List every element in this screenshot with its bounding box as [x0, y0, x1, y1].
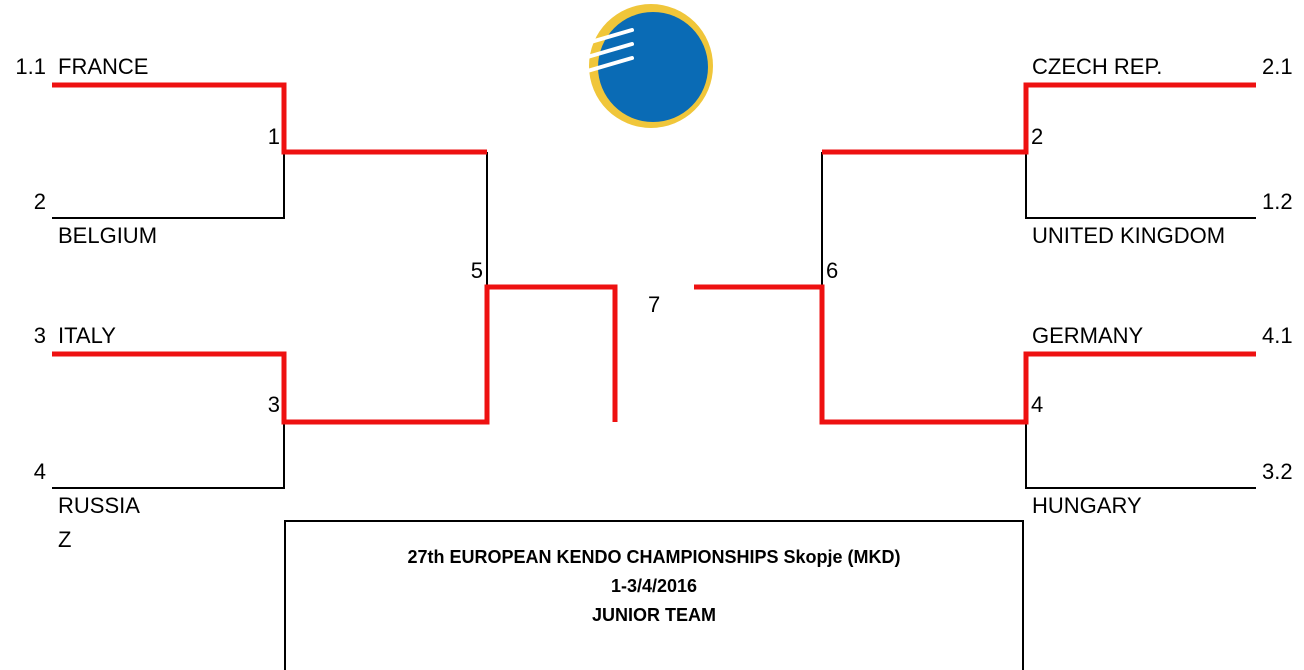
team-uk: UNITED KINGDOM — [1032, 223, 1226, 248]
event-title: 27th EUROPEAN KENDO CHAMPIONSHIPS Skopje (MKD) — [407, 547, 901, 567]
team-france: FRANCE — [58, 54, 149, 79]
match-1-number: 1 — [267, 124, 280, 149]
federation-logo — [584, 4, 713, 128]
win-path-italy — [52, 287, 615, 422]
match-2-number: 2 — [1031, 124, 1044, 149]
line-russia — [52, 422, 284, 488]
event-dates: 1-3/4/2016 — [610, 576, 698, 596]
team-belgium: BELGIUM — [58, 223, 158, 248]
line-belgium — [52, 152, 284, 218]
seed-czech: 2.1 — [1262, 54, 1293, 79]
event-info-box — [284, 520, 1024, 670]
team-italy: ITALY — [58, 323, 116, 348]
line-uk — [1026, 152, 1256, 218]
match-5-number: 5 — [470, 258, 483, 283]
seed-france: 1.1 — [15, 54, 46, 79]
match-3-number: 3 — [267, 392, 280, 417]
team-russia-note: Z — [58, 527, 72, 552]
match-7-number: 7 — [648, 292, 661, 317]
seed-germany: 4.1 — [1262, 323, 1293, 348]
win-path-germany — [694, 287, 1256, 422]
seed-hungary: 3.2 — [1262, 459, 1293, 484]
seed-russia: 4 — [33, 459, 46, 484]
team-czech: CZECH REP. — [1032, 54, 1163, 79]
team-hungary: HUNGARY — [1032, 493, 1142, 518]
match-6-number: 6 — [826, 258, 839, 283]
team-germany: GERMANY — [1032, 323, 1144, 348]
event-category: JUNIOR TEAM — [591, 605, 716, 625]
seed-uk: 1.2 — [1262, 189, 1293, 214]
seed-belgium: 2 — [33, 189, 46, 214]
seed-italy: 3 — [33, 323, 46, 348]
team-russia: RUSSIA — [58, 493, 140, 518]
line-hungary — [1026, 422, 1256, 488]
match-4-number: 4 — [1031, 392, 1044, 417]
